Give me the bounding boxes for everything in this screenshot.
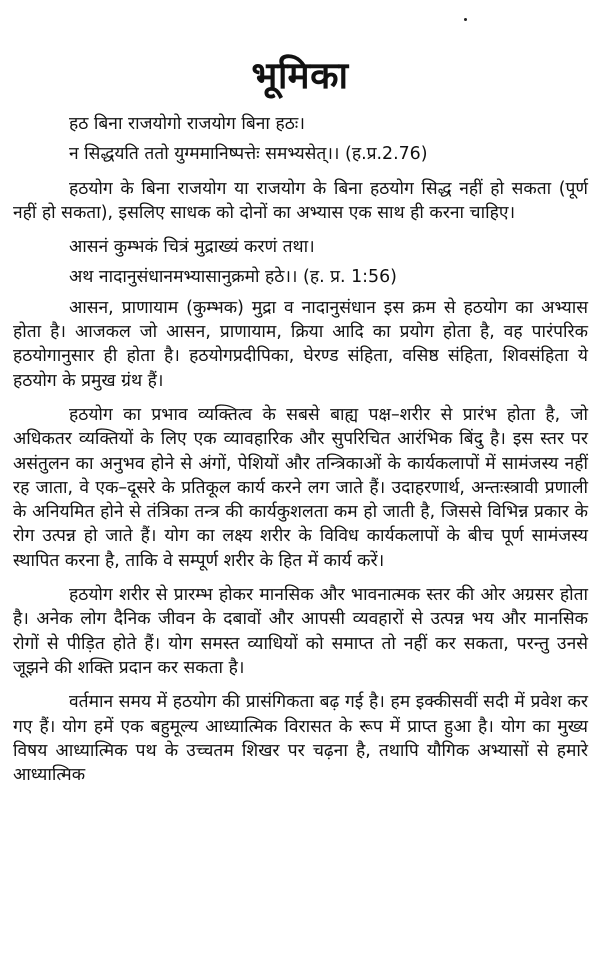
document-body [13,112,588,787]
paragraph-5: वर्तमान समय में हठयोग की प्रासंगिकता बढ़ गई है। हम इक्कीसवीं सदी में प्रवेश कर गए हैं। योग हमें एक बहुमूल्य आध्यात्मिक विरासत के रूप में प्राप्त हुआ है। योग का मुख्य विषय आध्यात्मिक पथ के उच्चतम शिखर पर चढ़ना है, तथापि यौगिक अभ्यासों से हमारे आध्यात्मिक [13,692,588,786]
verse-2-line-1: आसनं कुम्भकं चित्रं मुद्राख्यं करणं तथा। [69,237,315,258]
paragraph-2: आसन, प्राणायाम (कुम्भक) मुद्रा व नादानुसंधान इस क्रम से हठयोग का अभ्यास होता है। आजकल जो आसन, प्राणायाम, क्रिया आदि का प्रयोग होता है, वह पारंपरिक हठयोगानुसार ही होता है। हठयोगप्रदीपिका, घेरण्ड संहिता, वसिष्ठ संहिता, शिवसंहिता ये हठयोग के प्रमुख ग्रंथ हैं। [13,297,588,391]
verse-2-line-2: अथ नादानुसंधानमभ्यासानुक्रमो हठे।। (ह. प्र. 1:56) [69,267,397,288]
paragraph-4: हठयोग शरीर से प्रारम्भ होकर मानसिक और भावनात्मक स्तर की ओर अग्रसर होता है। अनेक लोग दैनिक जीवन के दबावों और आपसी व्यवहारों से उत्पन्न भय और मानसिक रोगों से पीड़ित होते हैं। योग समस्त व्याधियों को समाप्त तो नहीं कर सकता, परन्तु उनसे जूझने की शक्ति प्रदान कर सकता है। [13,585,588,678]
paragraph-1: हठयोग के बिना राजयोग या राजयोग के बिना हठयोग सिद्ध नहीं हो सकता (पूर्ण नहीं हो सकता), इसलिए साधक को दोनों का अभ्यास एक साथ ही करना चाहिए। [13,178,588,223]
paragraph-3: हठयोग का प्रभाव व्यक्तित्व के सबसे बाह्य पक्ष–शरीर से प्रारंभ होता है, जो अधिकतर व्यक्तियों के लिए एक व्यावहारिक और सुपरिचित आरंभिक बिंदु है। इस स्तर पर असंतुलन का अनुभव होने से अंगों, पेशियों और तन्त्रिकाओं के कार्यकलापों में सामंजस्य नहीं रह जाता, वे एक–दूसरे के प्रतिकूल कार्य करने लग जाते हैं। उदाहरणार्थ, अन्तःस्त्रावी प्रणाली के अनियमित होने से तंत्रिका तन्त्र की कार्यकुशलता कम हो जाती है, जिससे विभिन्न प्रकार के रोग उत्पन्न हो जाते हैं। योग का लक्ष्य शरीर के विविध कार्यकलापों के बीच पूर्ण सामंजस्य स्थापित करना है, ताकि वे सम्पूर्ण शरीर के हित में कार्य करें। [13,404,588,571]
scan-speck [464,18,467,21]
verse-1-line-1: हठ बिना राजयोगो राजयोग बिना हठः। [69,114,305,134]
page-title: भूमिका [251,54,349,97]
verse-1-line-2: न सिद्धयति ततो युग्ममानिष्पत्तेः समभ्यसेत्।। (ह.प्र.2.76) [69,144,428,165]
